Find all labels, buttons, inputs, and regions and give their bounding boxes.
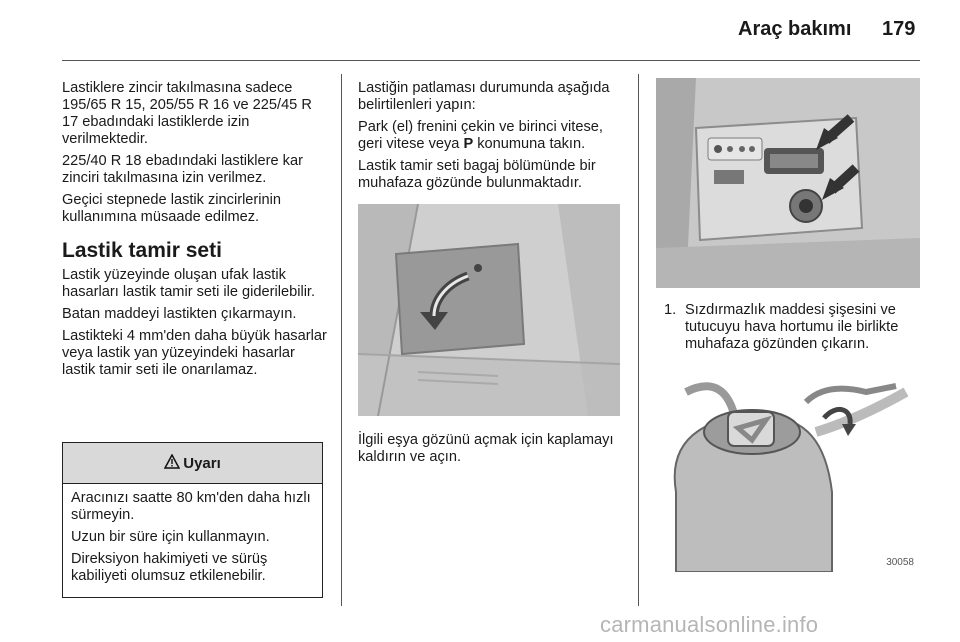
paragraph-chain-not-allowed: 225/40 R 18 ebadındaki lastiklere kar zinciri takılmasına izin verilmez.	[62, 153, 303, 186]
paragraph-flat-tire: Lastiğin patlaması durumunda aşağıda belirtilenleri yapın:	[358, 80, 610, 113]
paragraph-damage-limit: Lastikteki 4 mm'den daha büyük hasarlar veya lastik yan yüzeyindeki hasarlar lastik tamir seti ile onarılamaz.	[62, 328, 327, 378]
figure-caption-open-compartment: İlgili eşya gözünü açmak için kaplamayı kaldırın ve açın.	[358, 432, 614, 465]
warning-speed: Aracınızı saatte 80 km'den daha hızlı sürmeyin.	[71, 490, 311, 523]
figure-trunk-compartment	[358, 204, 620, 416]
section-title-repair-kit: Lastik tamir seti	[62, 239, 222, 262]
paragraph-repair-kit-intro: Lastik yüzeyinde oluşan ufak lastik hasarları lastik tamir seti ile giderilebilir.	[62, 267, 316, 300]
figure-number: 30058	[886, 557, 914, 568]
warning-header	[63, 443, 322, 484]
step-number: 1.	[664, 302, 677, 318]
step-list	[664, 302, 922, 353]
parking-text-a: Park (el) frenini çekin ve birinci vitese, geri vitese veya	[358, 119, 603, 152]
paragraph-spare-wheel: Geçici stepnede lastik zincirlerinin kullanımına müsaade edilmez.	[62, 192, 281, 225]
paragraph-parking-brake	[358, 119, 624, 153]
header-divider	[62, 60, 920, 61]
watermark: carmanualsonline.info	[600, 612, 819, 637]
paragraph-foreign-object: Batan maddeyi lastikten çıkarmayın.	[62, 306, 297, 322]
page-header-title: Araç bakımı	[738, 18, 852, 40]
step-text: Sızdırmazlık maddesi şişesini ve tutucuyu hava hortumu ile birlikte muhafaza gözünden çıkarın.	[685, 302, 899, 352]
warning-box	[62, 442, 323, 598]
column-2	[358, 80, 624, 197]
warning-duration: Uzun bir süre için kullanmayın.	[71, 529, 270, 545]
paragraph-kit-location: Lastik tamir seti bagaj bölümünde bir muhafaza gözünde bulunmaktadır.	[358, 158, 596, 191]
parking-text-b: konumuna takın.	[473, 136, 586, 152]
paragraph-chain-sizes: Lastiklere zincir takılmasına sadece 195/65 R 15, 205/55 R 16 ve 225/45 R 17 ebadındaki lastiklerde izin verilmektedir.	[62, 80, 312, 147]
figure-sealant-bottle	[656, 362, 920, 572]
page-number: 179	[882, 18, 916, 40]
warning-title: Uyarı	[183, 454, 221, 472]
column-1	[62, 80, 327, 384]
figure-repair-kit-in-compartment	[656, 78, 920, 288]
warning-handling: Direksiyon hakimiyeti ve sürüş kabiliyeti olumsuz etkilenebilir.	[71, 551, 268, 584]
column-divider-right	[638, 74, 639, 606]
column-divider-left	[341, 74, 342, 606]
gear-p-label: P	[463, 136, 474, 152]
warning-triangle-icon	[164, 454, 183, 473]
